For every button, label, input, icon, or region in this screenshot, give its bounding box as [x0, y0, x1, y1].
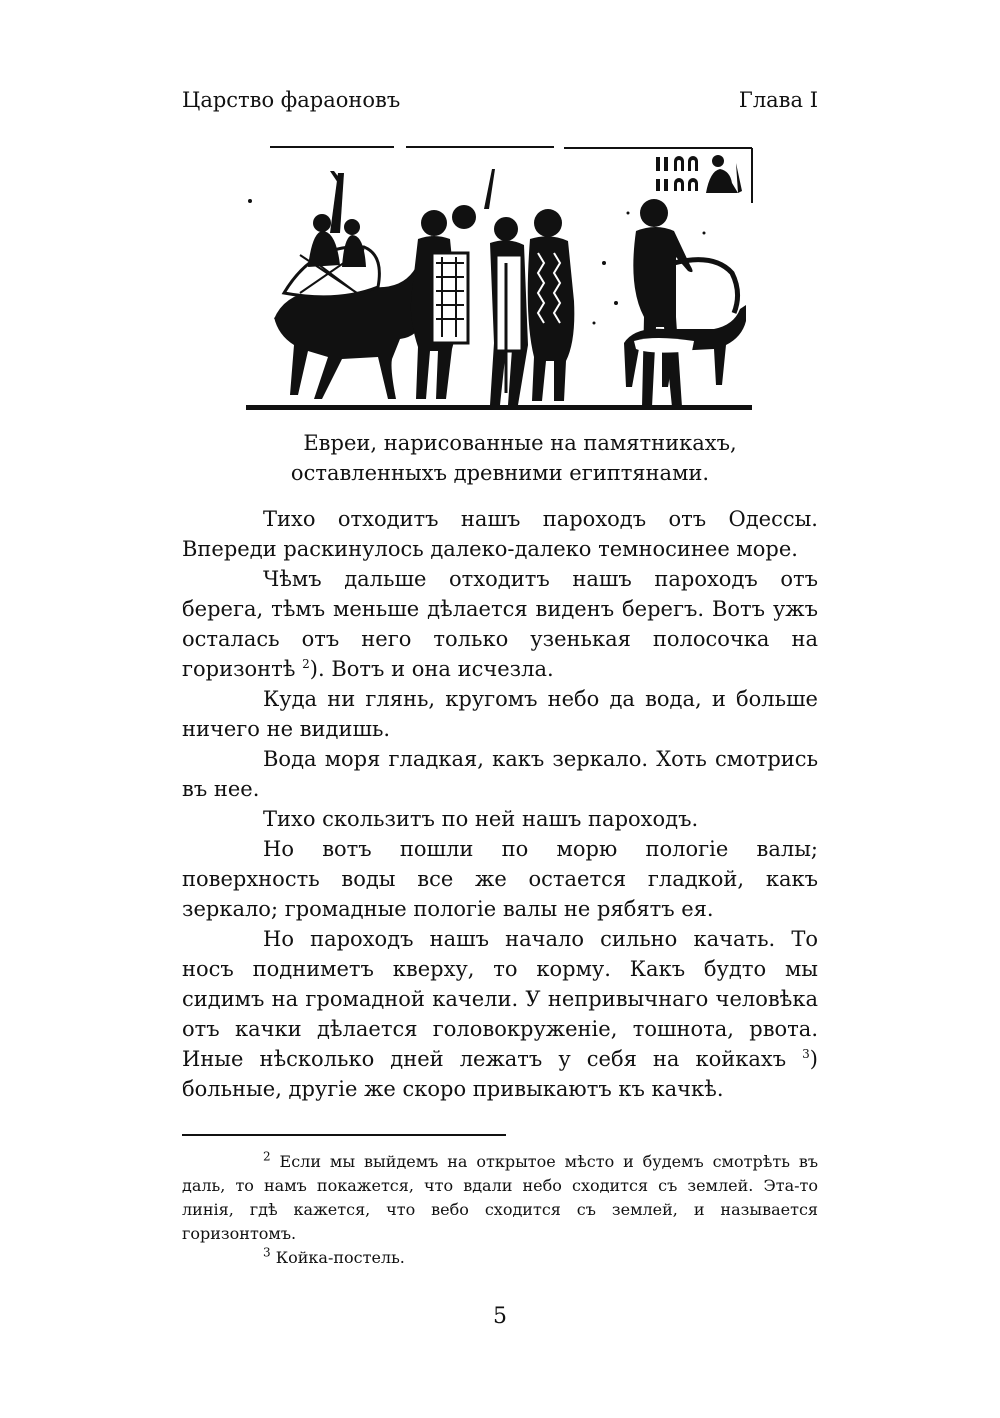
footnote-ref: 2 — [302, 657, 310, 671]
book-title: Царство фараоновъ — [182, 88, 401, 112]
paragraph — [182, 924, 818, 1104]
monument-illustration — [244, 143, 756, 415]
footnote-divider — [182, 1134, 506, 1136]
footnote-3 — [182, 1246, 818, 1270]
figure-caption — [182, 428, 818, 488]
page-number: 5 — [493, 1304, 507, 1329]
caption-line-2: оставленныхъ древними египтянами. — [290, 461, 710, 485]
footnote-text: Если мы выйдемъ на открытое мѣсто и будемъ смотрѣть въ даль, то намъ покажется, что вдали небо сходится съ землей. Эта-то линія, гдѣ кажется, что вебо сходится съ землей, и называется горизонтомъ. — [182, 1152, 818, 1243]
man-with-gazelle-figure — [624, 199, 746, 407]
paragraph: Вода моря гладкая, какъ зеркало. Хоть смотрись въ нее. — [182, 747, 818, 801]
paragraph-text: ) больные, другіе же скоро привыкаютъ къ качкѣ. — [182, 1047, 818, 1101]
main-text — [182, 504, 818, 1104]
footnote-ref: 3 — [802, 1047, 810, 1061]
hieroglyphs-icon — [656, 155, 742, 193]
footnote-text: Койка-постель. — [270, 1248, 405, 1267]
paragraph: Тихо скользитъ по ней нашъ пароходъ. — [263, 807, 699, 831]
frame-top-line — [270, 147, 752, 148]
paragraph — [182, 564, 818, 684]
paragraph: Но вотъ пошли по морю пологіе валы; поверхность воды все же остается гладкой, какъ зеркало; громадные пологіе валы не рябятъ ея. — [182, 837, 818, 921]
paragraph-text: Но пароходъ нашъ начало сильно качать. То носъ подниметъ кверху, то корму. Какъ будто мы сидимъ на громадной качели. У непривычнаго человѣка отъ качки дѣлается головокруженіе, тошнота, рвота. Иные нѣсколько дней лежатъ у себя на койкахъ — [182, 927, 818, 1071]
ground-line — [246, 405, 752, 410]
running-head — [182, 84, 818, 116]
footnotes — [182, 1150, 818, 1270]
footnote-mark: 3 — [263, 1245, 271, 1260]
walking-men-figures — [411, 169, 574, 405]
paragraph-text: ). Вотъ и она исчезла. — [309, 657, 554, 681]
footnote-2 — [182, 1150, 818, 1246]
footnote-mark: 2 — [263, 1149, 271, 1164]
paragraph-text: Чѣмъ дальше отходитъ нашъ пароходъ отъ берега, тѣмъ меньше дѣлается виденъ берегъ. Вотъ ужъ осталась отъ него только узенькая полосочка на горизонтѣ — [182, 567, 818, 681]
chapter-label: Глава I — [738, 88, 818, 112]
caption-line-1: Евреи, нарисованные на памятникахъ, — [303, 431, 737, 455]
paragraph: Тихо отходитъ нашъ пароходъ отъ Одессы. Впереди раскинулось далеко-далеко темносинее море. — [182, 507, 818, 561]
paragraph: Куда ни глянь, кругомъ небо да вода, и больше ничего не видишь. — [182, 687, 818, 741]
